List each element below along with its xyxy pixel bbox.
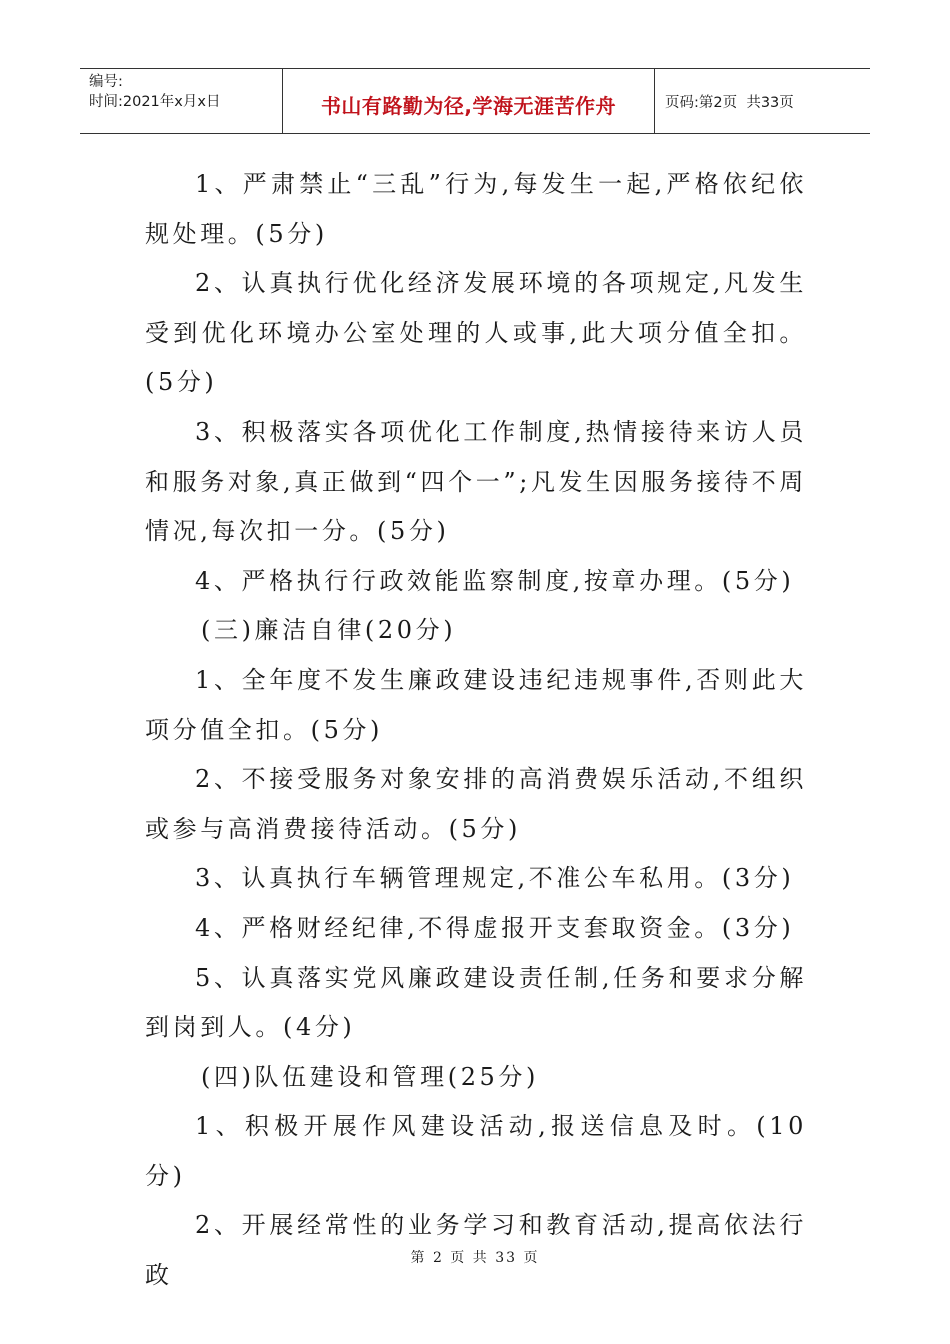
page-footer: 第 2 页 共 33 页 <box>410 1250 540 1266</box>
paragraph: 2、认真执行优化经济发展环境的各项规定,凡发生受到优化环境办公室处理的人或事,此大项分值全扣。(5分) <box>145 269 807 397</box>
document-time-label: 时间:2021年x月x日 <box>89 94 221 110</box>
document-number-label: 编号: <box>89 74 123 90</box>
section-heading: (三)廉洁自律(20分) <box>201 616 457 645</box>
header-motto-cell <box>283 69 655 133</box>
section-heading: (四)队伍建设和管理(25分) <box>201 1062 539 1091</box>
header-meta <box>80 69 283 133</box>
paragraph: 5、认真落实党风廉政建设责任制,任务和要求分解到岗到人。(4分) <box>145 963 807 1042</box>
paragraph: 4、严格执行行政效能监察制度,按章办理。(5分) <box>195 566 795 595</box>
page-header <box>80 68 870 134</box>
paragraph: 1、严肃禁止“三乱”行为,每发生一起,严格依纪依规处理。(5分) <box>145 170 807 248</box>
paragraph: 3、认真执行车辆管理规定,不准公车私用。(3分) <box>195 864 795 893</box>
header-motto: 书山有路勤为径,学海无涯苦作舟 <box>320 93 617 118</box>
paragraph: 3、积极落实各项优化工作制度,热情接待来访人员和服务对象,真正做到“四个一”;凡发生因服务接待不周情况,每次扣一分。(5分) <box>145 417 807 546</box>
paragraph: 2、开展经常性的业务学习和教育活动,提高依法行政 <box>145 1211 807 1290</box>
paragraph: 4、严格财经纪律,不得虚报开支套取资金。(3分) <box>195 913 795 942</box>
paragraph: 1、积极开展作风建设活动,报送信息及时。(10分) <box>145 1112 807 1190</box>
document-body <box>145 160 807 1301</box>
header-page-info-cell <box>655 69 870 133</box>
paragraph: 2、不接受服务对象安排的高消费娱乐活动,不组织或参与高消费接待活动。(5分) <box>145 765 807 843</box>
paragraph: 1、全年度不发生廉政建设违纪违规事件,否则此大项分值全扣。(5分) <box>145 665 807 744</box>
header-page-info: 页码:第2页 共33页 <box>665 94 794 111</box>
